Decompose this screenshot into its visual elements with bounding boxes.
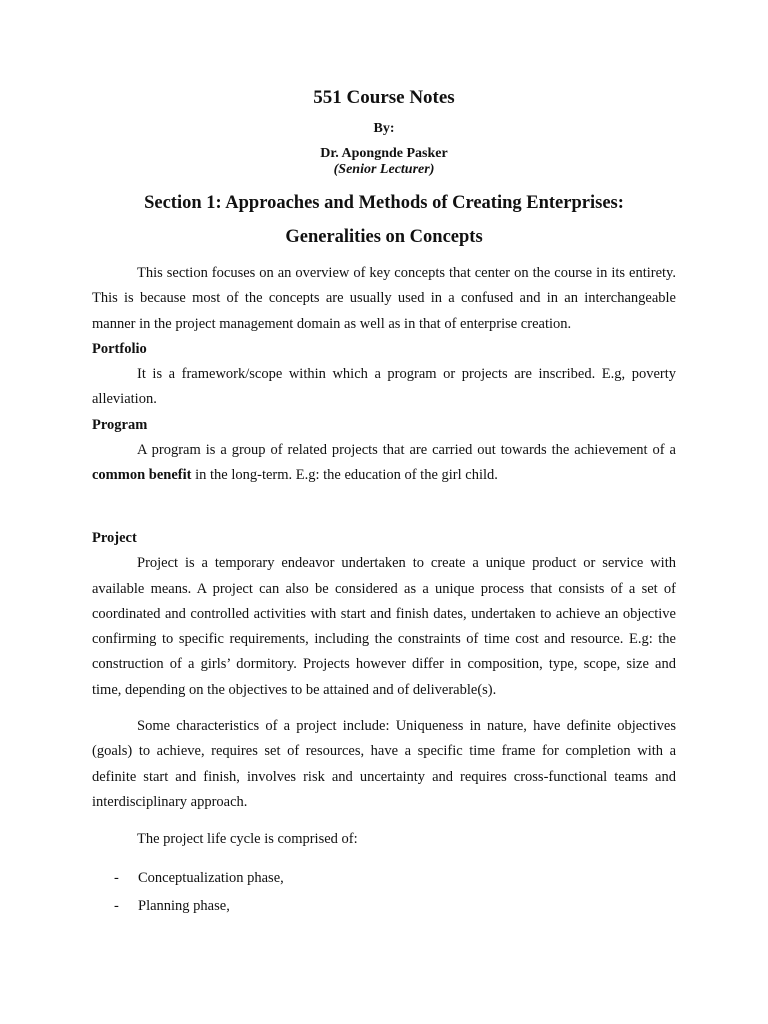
section-title-line-1: Section 1: Approaches and Methods of Creating Enterprises:	[144, 193, 624, 213]
program-paragraph	[92, 438, 676, 489]
intro-paragraph: This section focuses on an overview of key concepts that center on the course in its entirety. This is because most of the concepts are usually used in a confused and in an interchangeable manner in the project management domain as well as in that of enterprise creation.	[92, 265, 676, 332]
program-bold-term: common benefit	[92, 467, 192, 484]
program-text-start: A program is a group of related projects that are carried out towards the achievement of a	[137, 442, 676, 459]
characteristics-block	[92, 714, 676, 815]
project-heading: Project	[92, 530, 137, 546]
list-item	[92, 864, 676, 892]
author-name: Dr. Apongnde Pasker	[320, 146, 448, 161]
list-item-text: Conceptualization phase,	[138, 870, 284, 886]
list-item	[92, 892, 676, 920]
project-paragraph: Project is a temporary endeavor undertaken to create a unique product or service with available means. A project can also be considered as a unique process that consists of a set of coordinated and controlled activities with start and finish dates, undertaken to achieve an objective confirming to specific requirements, including the constraints of time cost and resource. E.g: the construction of a girls’ dormitory. Projects however differ in composition, type, scope, size and time, depending on the objectives to be attained and of deliverable(s).	[92, 555, 676, 698]
life-cycle-intro: The project life cycle is comprised of:	[137, 831, 358, 847]
program-heading: Program	[92, 416, 148, 433]
characteristics-paragraph: Some characteristics of a project include: Uniqueness in nature, have definite objectives (goals) to achieve, requires set of resources, have a specific time frame for completion with a definite start and finish, involves risk and uncertainty and requires cross-functional teams and interdisciplinary approach.	[92, 718, 676, 810]
list-marker: -	[114, 898, 119, 914]
by-label: By:	[373, 121, 395, 136]
program-text-end: in the long-term. E.g: the education of the girl child.	[191, 467, 498, 484]
section-title-line-2: Generalities on Concepts	[285, 227, 483, 247]
life-cycle-intro-block	[92, 827, 676, 852]
intro-block	[92, 261, 676, 489]
section-title	[0, 186, 768, 254]
portfolio-paragraph: It is a framework/scope within which a program or projects are inscribed. E.g, poverty alleviation.	[92, 366, 676, 408]
portfolio-heading: Portfolio	[92, 340, 147, 357]
project-block	[92, 526, 676, 703]
life-cycle-list	[92, 864, 676, 920]
author-role: (Senior Lecturer)	[333, 162, 435, 177]
list-marker: -	[114, 870, 119, 886]
list-item-text: Planning phase,	[138, 898, 230, 914]
document-title: 551 Course Notes	[313, 87, 455, 108]
